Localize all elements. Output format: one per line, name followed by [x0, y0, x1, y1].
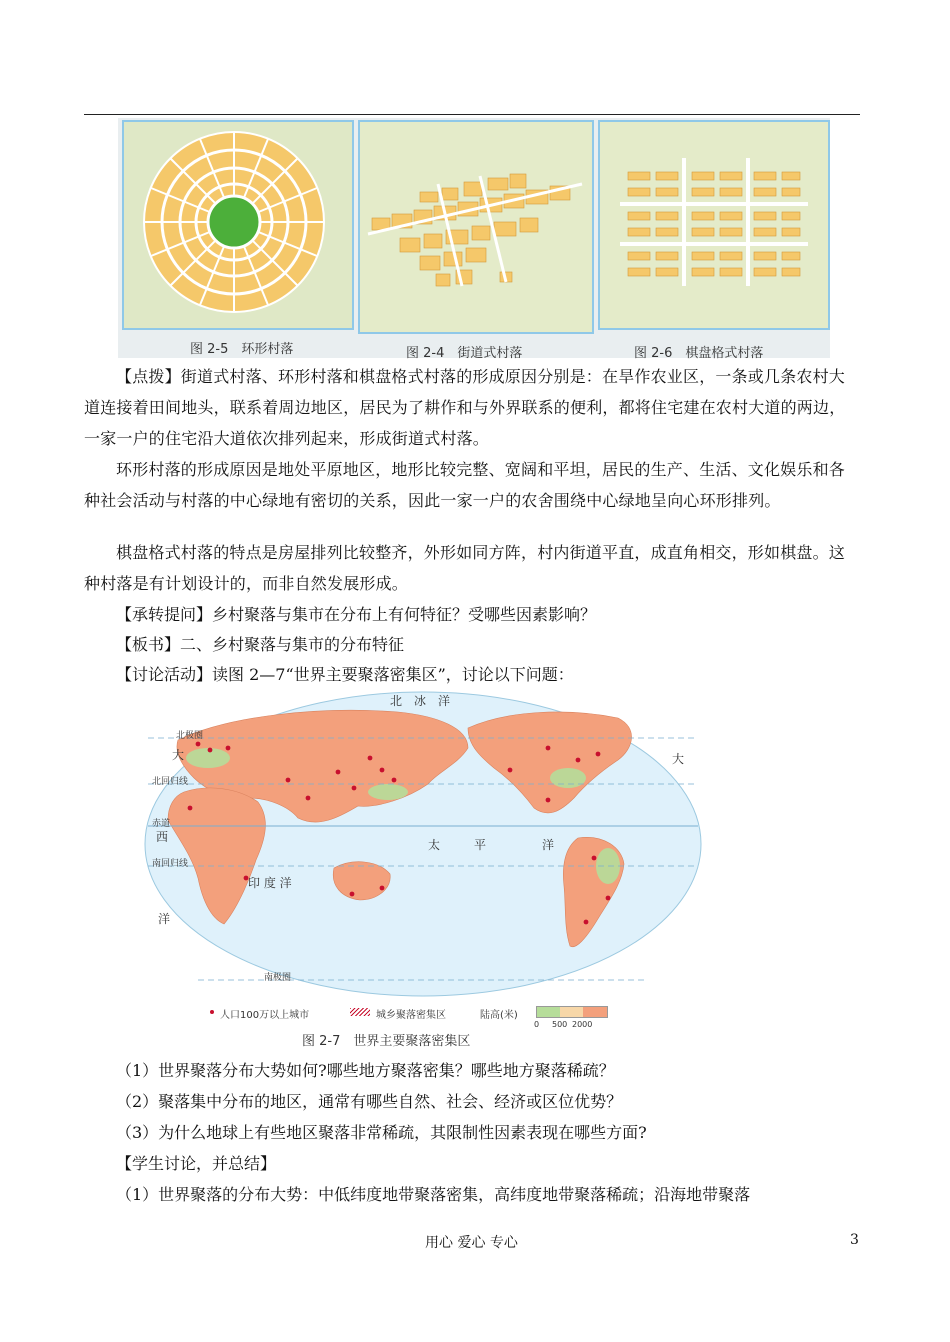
summary-line-1: （1）世界聚落的分布大势：中低纬度地带聚落密集，高纬度地带聚落稀疏；沿海地带聚落: [116, 1185, 751, 1204]
street-village-illustration: [360, 122, 592, 332]
map-label-atlantic-4: 洋: [158, 912, 171, 926]
world-map-illustration: [138, 688, 708, 1000]
figure-caption-street: 图 2-4 街道式村落: [406, 346, 523, 361]
figure-caption-grid: 图 2-6 棋盘格式村落: [634, 346, 764, 361]
summary-heading: 【学生讨论，并总结】: [116, 1154, 277, 1173]
map-label-atlantic-1: 大: [172, 748, 185, 762]
figure-caption-ring: 图 2-5 环形村落: [190, 342, 294, 357]
street-village-panel: [358, 120, 594, 334]
map-label-lat-equator: 赤道: [152, 819, 171, 829]
elevation-tick-500: 500: [552, 1020, 568, 1029]
blackboard-heading: 【板书】二、乡村聚落与集市的分布特征: [116, 635, 405, 654]
grid-village-panel: [598, 120, 830, 330]
map-legend: [210, 1004, 690, 1022]
map-label-pacific-2: 平: [474, 838, 487, 852]
discussion-activity: 【讨论活动】读图 2—7“世界主要聚落密集区”，讨论以下问题：: [116, 665, 574, 684]
transition-question: 【承转提问】乡村聚落与集市在分布上有何特征？受哪些因素影响？: [116, 605, 597, 624]
question-1: （1）世界聚落分布大势如何?哪些地方聚落密集？哪些地方聚落稀疏？: [116, 1061, 615, 1080]
elevation-tick-2000: 2000: [572, 1020, 593, 1029]
footer-slogan: 用心 爱心 专心: [425, 1235, 518, 1251]
question-3: （3）为什么地球上有些地区聚落非常稀疏，其限制性因素表现在哪些方面?: [116, 1123, 647, 1142]
city-dot-icon: [210, 1010, 214, 1014]
header-rule: [84, 114, 860, 115]
elevation-scale-bar: [536, 1006, 608, 1018]
elevation-tick-0: 0: [534, 1020, 540, 1029]
map-label-lat-cancer: 北回归线: [152, 777, 189, 787]
paragraph-ring-village: 环形村落的形成原因是地处平原地区，地形比较完整、宽阔和平坦，居民的生产、生活、文化娱乐和各种社会活动与村落的中心绿地有密切的关系，因此一家一户的农舍围绕中心绿地呈向心环形排列。: [84, 460, 846, 510]
world-settlement-map: [138, 688, 708, 1050]
legend-elevation: 陆高(米): [480, 1010, 518, 1021]
ring-village-illustration: [124, 122, 352, 328]
question-2: （2）聚落集中分布的地区，通常有哪些自然、社会、经济或区位优势？: [116, 1092, 623, 1111]
legend-city: 人口100万以上城市: [220, 1010, 310, 1021]
map-label-atlantic-2: 大: [672, 752, 685, 766]
ring-village-panel: [122, 120, 354, 330]
map-label-pacific-3: 洋: [542, 838, 555, 852]
map-label-lat-arctic: 北极圈: [176, 731, 204, 741]
hatch-icon: [350, 1008, 370, 1016]
map-label-lat-capricorn: 南回归线: [152, 859, 189, 869]
grid-village-illustration: [600, 122, 828, 328]
map-label-lat-antarctic: 南极圈: [264, 973, 292, 983]
page-number: 3: [850, 1232, 859, 1248]
village-figures: [118, 118, 830, 361]
paragraph-key-point: 【点拨】街道式村落、环形村落和棋盘格式村落的形成原因分别是：在旱作农业区，一条或几条农村大道连接着田间地头，联系着周边地区，居民为了耕作和与外界联系的便利，都将住宅建在农村大道的两边，一家一户的住宅沿大道依次排列起来，形成街道式村落。: [84, 367, 846, 448]
map-label-indian-ocean: 印 度 洋: [248, 876, 292, 890]
paragraph-grid-village: 棋盘格式村落的特点是房屋排列比较整齐，外形如同方阵，村内街道平直，成直角相交，形如棋盘。这种村落是有计划设计的，而非自然发展形成。: [84, 543, 846, 593]
legend-dense: 城乡聚落密集区: [376, 1010, 446, 1021]
map-caption: 图 2-7 世界主要聚落密集区: [302, 1034, 471, 1049]
map-label-atlantic-3: 西: [156, 830, 169, 844]
map-label-arctic-ocean: 北 冰 洋: [390, 694, 451, 708]
map-label-pacific-1: 太: [428, 838, 441, 852]
